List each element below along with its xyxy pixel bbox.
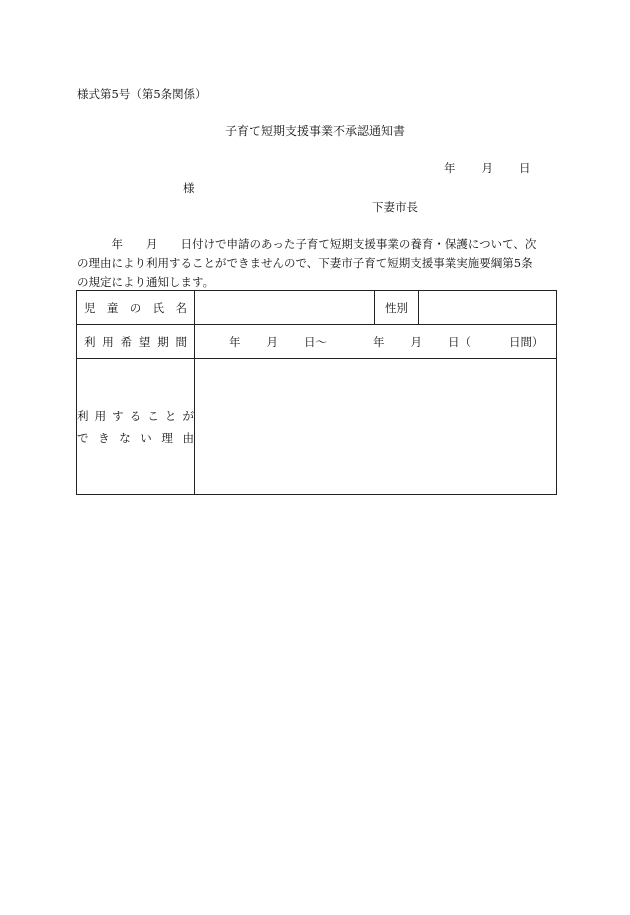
notice-form-table	[76, 290, 557, 495]
period-field[interactable]	[195, 325, 557, 359]
document-title: 子育て短期支援事業不承認通知書	[224, 124, 405, 138]
form-number: 様式第5号（第5条関係）	[77, 87, 207, 101]
notice-line-2: の理由により利用することができませんので、下妻市子育て短期支援事業実施要綱第5条	[77, 256, 533, 270]
addressee: 様	[183, 181, 195, 195]
period-days: 日間）	[509, 334, 544, 349]
reason-label: 利 用 す る こ と が で き な い 理 由	[77, 359, 195, 495]
date-month: 月	[481, 161, 493, 175]
notice-line-1: 年 月 日付けで申請のあった子育て短期支援事業の養育・保護について、次	[77, 237, 537, 251]
row-period	[77, 325, 557, 359]
period-end-year: 年	[373, 334, 385, 349]
child-name-field[interactable]	[195, 291, 375, 325]
issue-date	[444, 160, 531, 176]
gender-field[interactable]	[419, 291, 557, 325]
reason-field[interactable]	[195, 359, 557, 495]
period-end-day: 日（	[448, 334, 471, 349]
notice-line-3: の規定により通知します。	[77, 275, 215, 289]
period-label: 利 用 希 望 期 間	[77, 325, 195, 359]
period-end-month: 月	[410, 334, 422, 349]
notice-body	[77, 235, 567, 292]
row-reason	[77, 359, 557, 495]
date-year: 年	[444, 161, 456, 175]
date-day: 日	[519, 161, 531, 175]
period-start-day: 日〜	[304, 334, 327, 349]
row-child-name	[77, 291, 557, 325]
sender: 下妻市長	[372, 200, 418, 214]
period-start-month: 月	[266, 334, 278, 349]
gender-label: 性別	[375, 291, 419, 325]
child-name-label: 児 童 の 氏 名	[77, 291, 195, 325]
period-start-year: 年	[229, 334, 241, 349]
